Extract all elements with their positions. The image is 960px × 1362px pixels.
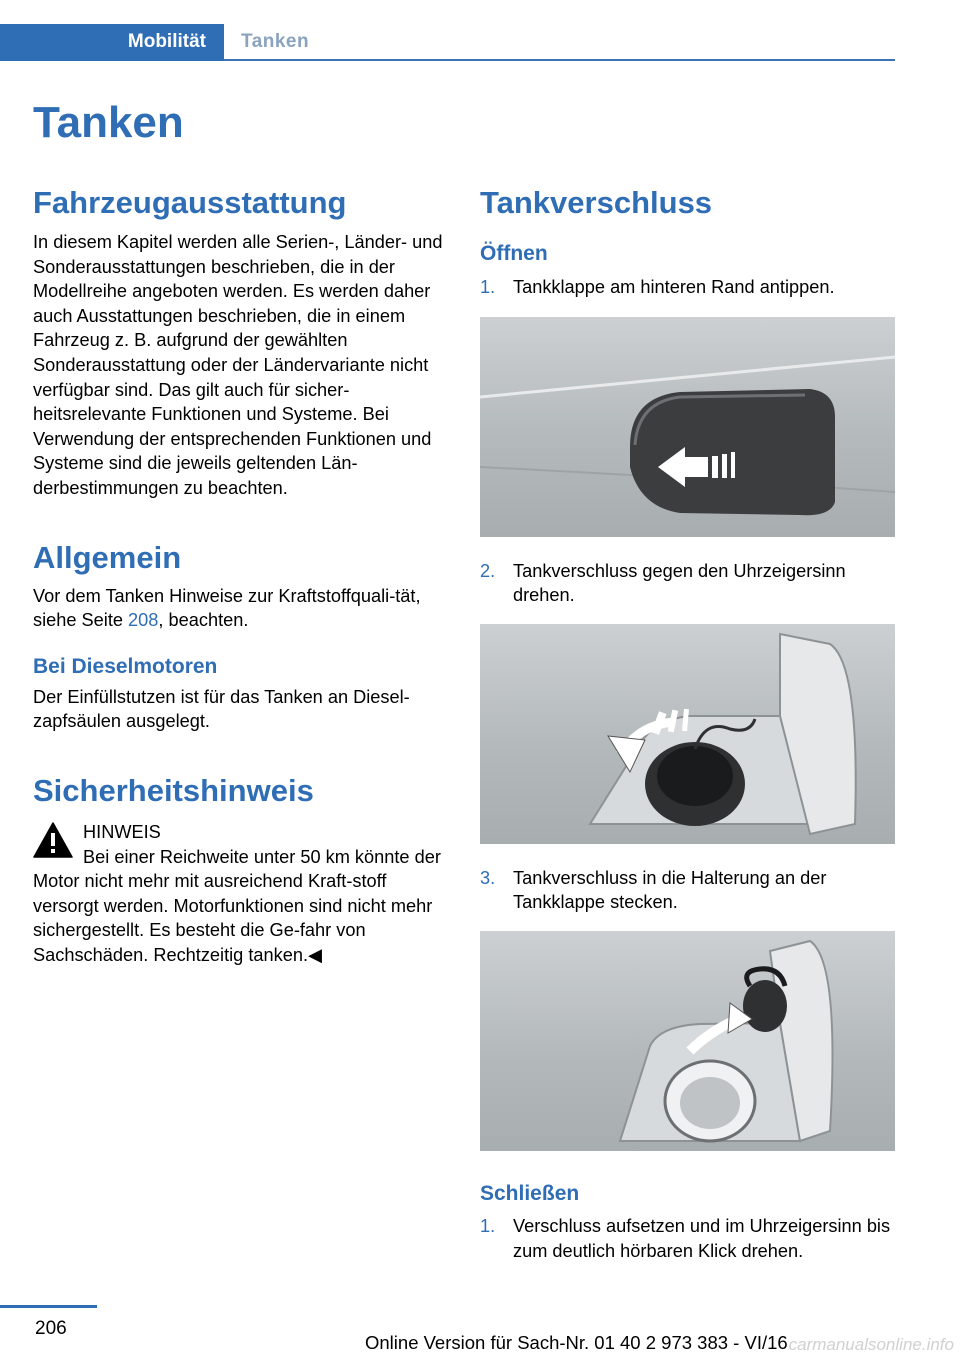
step-text: Tankverschluss gegen den Uhrzeigersinn drehen. xyxy=(513,560,846,606)
subsection-text-dieselmotoren: Der Einfüllstutzen ist für das Tanken an Diesel-zapfsäulen ausgelegt. xyxy=(33,686,410,732)
allgemein-text-end: , beachten. xyxy=(158,610,249,631)
subsection-title-oeffnen: Öffnen xyxy=(480,242,548,265)
tab-mobilitaet-label: Mobilität xyxy=(127,31,206,52)
header-bar xyxy=(0,24,895,61)
step-text: Verschluss aufsetzen und im Uhrzeigersinn bis zum deutlich hörbaren Klick drehen. xyxy=(513,1215,891,1261)
warning-triangle-icon xyxy=(33,822,73,858)
footer-rule xyxy=(0,1305,97,1308)
step-number: 1. xyxy=(480,277,496,297)
cap-unscrew-illustration xyxy=(480,624,895,844)
cap-holder-illustration xyxy=(480,931,895,1151)
step-number: 1. xyxy=(480,1215,496,1236)
step-text: Tankverschluss in die Halterung an der Tankklappe stecken. xyxy=(513,867,827,913)
open-step-2 xyxy=(480,559,898,608)
section-text-fahrzeugausstattung: In diesem Kapitel werden alle Serien-, Länder- und Sonderausstattungen beschrieben, die in der Modellreihe angeboten werden. Es werden daher auch Ausstattungen beschrieben, die in einem Fahrzeug z. B. aufgrund der gewählten Sonderausstattung oder der Ländervariante nicht verfügbar sind. Das gilt auch für sicher-heitsrelevante Funktionen und Systeme. Bei Verwendung der entsprechenden Funktionen und Systeme sind die jeweils geltenden Län-derbestimmungen zu beachten. xyxy=(33,232,443,498)
section-text-allgemein xyxy=(33,584,451,633)
tab-mobilitaet[interactable] xyxy=(0,24,224,61)
photo-fuel-flap-tap xyxy=(480,317,895,537)
photo-cap-unscrew xyxy=(480,624,895,844)
left-column xyxy=(33,184,451,967)
close-step-1 xyxy=(480,1214,898,1263)
step-number: 3. xyxy=(480,867,496,888)
subsection-title-schliessen: Schließen xyxy=(480,1181,580,1205)
watermark: carmanualsonline.info xyxy=(788,1335,954,1354)
section-title-tankverschluss: Tankverschluss xyxy=(480,185,713,220)
section-title-fahrzeugausstattung: Fahrzeugausstattung xyxy=(33,185,347,220)
warning-box xyxy=(33,820,451,968)
step-number: 2. xyxy=(480,560,496,581)
page-title: Tanken xyxy=(33,98,184,147)
warning-text: Bei einer Reichweite unter 50 km könnte der Motor nicht mehr mit ausreichend Kraft-stoff versorgt werden. Motorfunktionen sind nicht mehr sichergestellt. Es besteht die Ge-fahr von Sachschäden. Rechtzeitig tanken.◀ xyxy=(33,846,441,965)
step-text: Tankklappe am hinteren Rand antippen. xyxy=(513,277,835,297)
section-title-allgemein: Allgemein xyxy=(33,539,182,575)
right-column xyxy=(480,184,898,1263)
open-step-1 xyxy=(480,275,898,300)
tab-tanken[interactable]: Tanken xyxy=(241,31,310,52)
fuel-flap-tap-illustration xyxy=(480,317,895,537)
photo-cap-holder xyxy=(480,931,895,1151)
page-link-208[interactable]: 208 xyxy=(128,610,159,631)
page-number: 206 xyxy=(35,1318,67,1339)
subsection-title-dieselmotoren: Bei Dieselmotoren xyxy=(33,654,218,678)
section-title-sicherheitshinweis: Sicherheitshinweis xyxy=(33,772,314,808)
footer-version-text: Online Version für Sach-Nr. 01 40 2 973 383 - VI/16 xyxy=(365,1332,788,1353)
allgemein-text-start: Vor dem Tanken Hinweise zur Kraftstoffquali-tät, siehe Seite xyxy=(33,585,421,631)
open-step-3 xyxy=(480,866,898,915)
warning-heading: HINWEIS xyxy=(83,821,161,842)
